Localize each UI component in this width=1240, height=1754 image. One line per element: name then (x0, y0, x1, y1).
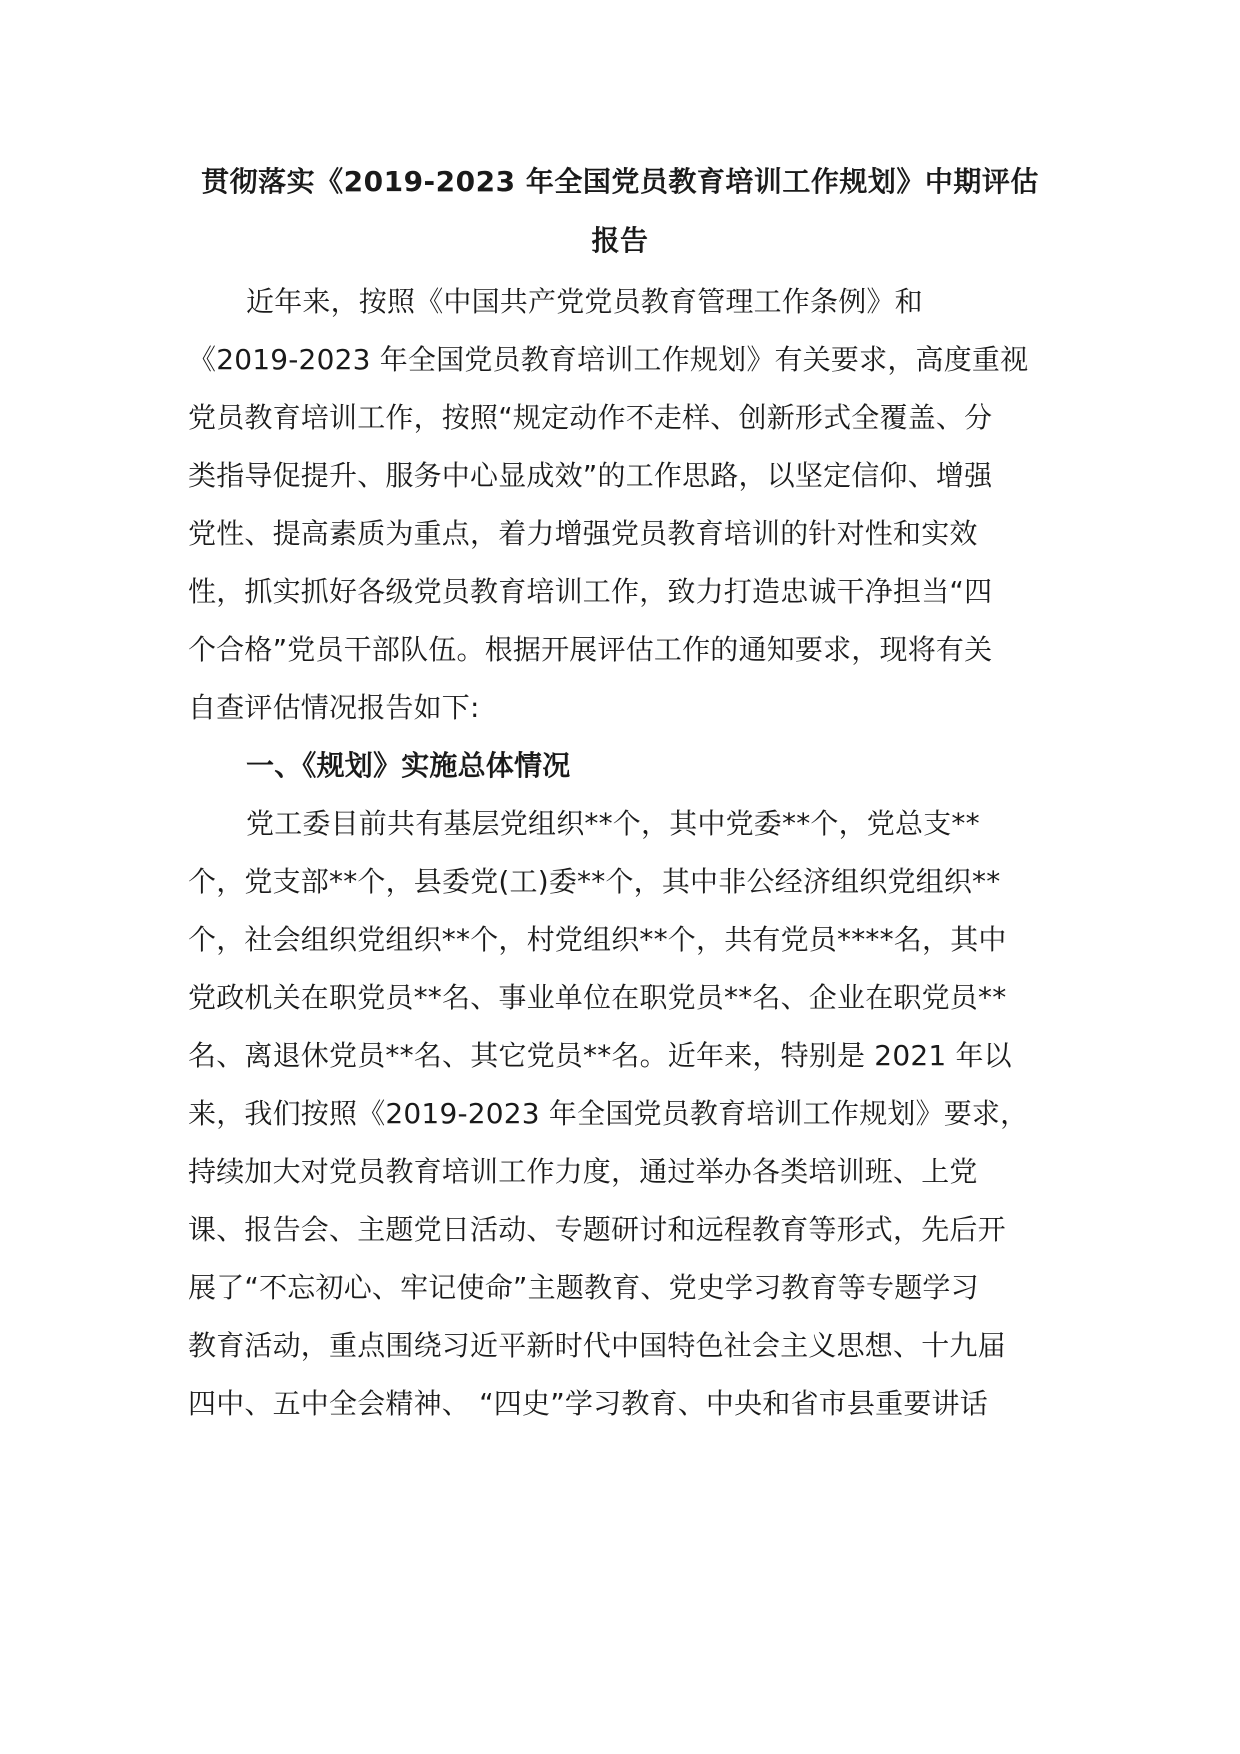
paragraph-2-line-2: 个，党支部**个，县委党(工)委**个，其中非公经济组织党组织** (188, 865, 1001, 898)
paragraph-2-line-10: 教育活动，重点围绕习近平新时代中国特色社会主义思想、十九届 (188, 1329, 1006, 1362)
paragraph-1-line-8: 自查评估情况报告如下: (188, 691, 480, 724)
section-heading-1: 一、《规划》实施总体情况 (246, 749, 571, 782)
document-title-line-2: 报告 (591, 224, 649, 257)
document-title-line-1: 贯彻落实《2019-2023 年全国党员教育培训工作规划》中期评估 (201, 165, 1039, 198)
paragraph-2-line-3: 个，社会组织党组织**个，村党组织**个，共有党员****名，其中 (188, 923, 1007, 956)
paragraph-1-line-2: 《2019-2023 年全国党员教育培训工作规划》有关要求，高度重视 (188, 343, 1029, 376)
paragraph-1-line-4: 类指导促提升、服务中心显成效”的工作思路，以坚定信仰、增强 (188, 459, 993, 492)
paragraph-1-line-7: 个合格”党员干部队伍。根据开展评估工作的通知要求，现将有关 (188, 633, 993, 666)
paragraph-2-line-8: 课、报告会、主题党日活动、专题研讨和远程教育等形式，先后开 (188, 1213, 1006, 1246)
paragraph-2-line-9: 展了“不忘初心、牢记使命”主题教育、党史学习教育等专题学习 (188, 1271, 979, 1304)
paragraph-2-line-5: 名、离退休党员**名、其它党员**名。近年来，特别是 2021 年以 (188, 1039, 1012, 1072)
paragraph-1-line-1: 近年来，按照《中国共产党党员教育管理工作条例》和 (246, 285, 923, 318)
paragraph-2-line-7: 持续加大对党员教育培训工作力度，通过举办各类培训班、上党 (188, 1155, 978, 1188)
paragraph-2-line-4: 党政机关在职党员**名、事业单位在职党员**名、企业在职党员** (188, 981, 1007, 1014)
paragraph-1-line-6: 性，抓实抓好各级党员教育培训工作，致力打造忠诚干净担当“四 (188, 575, 993, 608)
paragraph-1-line-3: 党员教育培训工作，按照“规定动作不走样、创新形式全覆盖、分 (188, 401, 993, 434)
paragraph-2-line-1: 党工委目前共有基层党组织**个，其中党委**个，党总支** (246, 807, 980, 840)
paragraph-1-line-5: 党性、提高素质为重点，着力增强党员教育培训的针对性和实效 (188, 517, 978, 550)
paragraph-2-line-6: 来，我们按照《2019-2023 年全国党员教育培训工作规划》要求， (188, 1097, 1029, 1130)
paragraph-2-line-11: 四中、五中全会精神、 “四史”学习教育、中央和省市县重要讲话 (188, 1387, 988, 1420)
